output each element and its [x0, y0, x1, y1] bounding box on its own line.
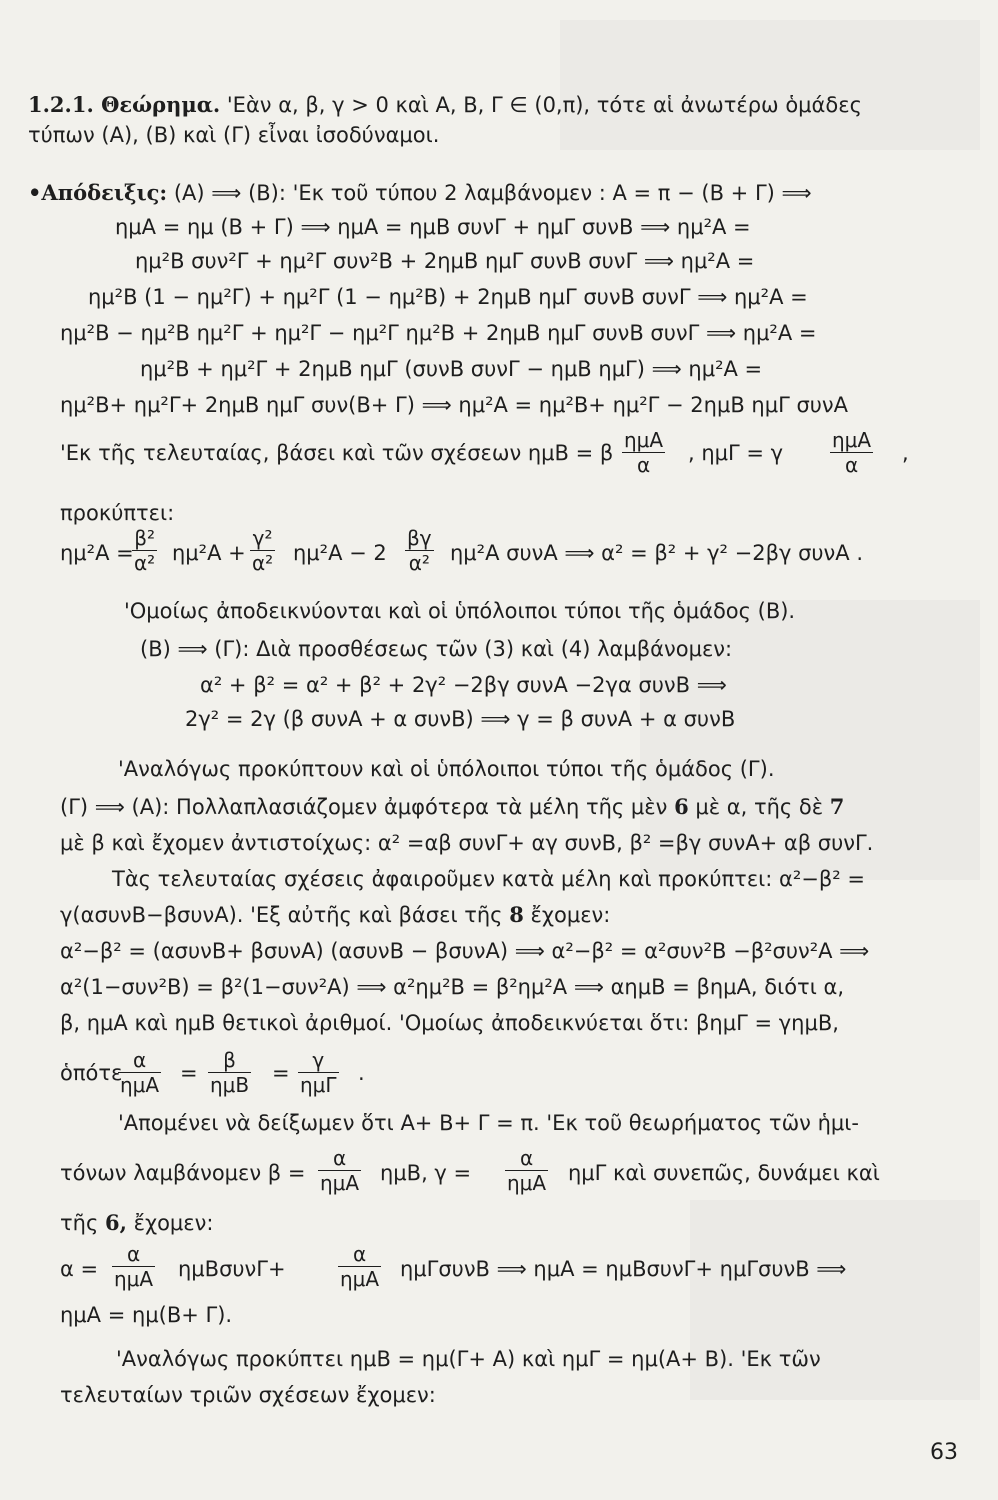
derivation-text: ἔχομεν: [530, 903, 611, 927]
fraction-denominator: α [636, 453, 651, 477]
equation-ref-6: 6 [674, 794, 689, 819]
proof-line-10c: ημ²Α − 2 [293, 541, 387, 565]
fraction-b2-over-a2 [132, 526, 157, 575]
fraction-numerator: ημΑ [832, 428, 872, 452]
proof-line-14: 2γ² = 2γ (β συνΑ + α συνΒ) ⟹ γ = β συνΑ + α συνΒ [185, 707, 736, 731]
proof-line-1 [28, 180, 812, 206]
proof-line-27b: ημΒσυνΓ+ [178, 1257, 286, 1281]
fraction-denominator: ημΑ [507, 1171, 547, 1195]
fraction-denominator: ημΑ [114, 1267, 154, 1291]
fraction-numerator: α [118, 1048, 161, 1073]
theorem-statement: 'Εὰν α, β, γ > 0 καὶ Α, Β, Γ ∈ (0,π), τότε αἱ ἀνωτέρω ὁμάδες [226, 93, 862, 117]
fraction-denominator: ημΑ [320, 1171, 360, 1195]
fraction-denominator: ημΑ [120, 1073, 160, 1097]
proof-line-7: ημ²Β+ ημ²Γ+ 2ημΒ ημΓ συν(Β+ Γ) ⟹ ημ²Α = ημ²Β+ ημ²Γ − 2ημΒ ημΓ συνΑ [60, 393, 849, 417]
proof-line-20: α²−β² = (ασυνΒ+ βσυνΑ) (ασυνΒ − βσυνΑ) ⟹ α²−β² = α²συν²Β −β²συν²Α ⟹ [60, 939, 870, 963]
proof-label: •Απόδειξις: [28, 180, 168, 205]
page-number: 63 [930, 1440, 958, 1465]
proof-line-3: ημ²Β συν²Γ + ημ²Γ συν²Β + 2ημΒ ημΓ συνΒ συνΓ ⟹ ημ²Α = [135, 249, 755, 273]
proof-line-23a: ὁπότε [60, 1061, 123, 1085]
fraction-a-over-sinA [505, 1146, 548, 1195]
fraction-denominator: α² [252, 551, 274, 575]
proof-line-9: προκύπτει: [60, 501, 175, 525]
proof-line-21: α²(1−συν²Β) = β²(1−συν²Α) ⟹ α²ημ²Β = β²ημ²Α ⟹ αημΒ = βημΑ, διότι α, [60, 975, 844, 999]
proof-line-26 [60, 1210, 213, 1236]
proof-line-6: ημ²Β + ημ²Γ + 2ημΒ ημΓ (συνΒ συνΓ − ημΒ ημΓ) ⟹ ημ²Α = [140, 357, 763, 381]
proof-line-8 [60, 440, 613, 466]
multiply-text: μὲ α, τῆς δὲ [695, 795, 824, 819]
multiply-text: (Γ) ⟹ (Α): Πολλαπλασιάζομεν ἀμφότερα τὰ μέλη τῆς μὲν [60, 795, 668, 819]
equals-sign: = [180, 1061, 198, 1085]
proof-line-8b: , ημΓ = γ [688, 441, 784, 465]
fraction-numerator: γ² [250, 526, 275, 551]
fraction-numerator: ημΑ [624, 428, 664, 452]
equation-ref-6: 6, [104, 1210, 127, 1235]
proof-text: (Α) ⟹ (Β): 'Εκ τοῦ τύπου 2 λαμβάνομεν : Α = π − (Β + Γ) ⟹ [173, 181, 812, 205]
proof-line-28: ημΑ = ημ(Β+ Γ). [60, 1303, 233, 1327]
fraction-sinA-over-a [830, 428, 873, 477]
proof-line-24: 'Απομένει νὰ δείξωμεν ὅτι Α+ Β+ Γ = π. 'Εκ τοῦ θεωρήματος τῶν ἡμι- [118, 1111, 859, 1135]
fraction-numerator: β² [132, 526, 157, 551]
bleed-through-shadow [560, 20, 980, 150]
proof-line-22: β, ημΑ καὶ ημΒ θετικοὶ ἀριθμοί. 'Ομοίως ἀποδεικνύεται ὅτι: βημΓ = γημΒ, [60, 1011, 839, 1035]
proof-line-16 [60, 794, 844, 820]
fraction-numerator: α [112, 1242, 155, 1267]
fraction-numerator: βγ [407, 526, 432, 550]
relation-text: 'Εκ τῆς τελευταίας, βάσει καὶ τῶν σχέσεων ημΒ = β [60, 441, 614, 465]
fraction-c-over-sinC [298, 1048, 339, 1097]
proof-line-8c: , [902, 441, 909, 465]
fraction-a-over-sinA [338, 1242, 381, 1291]
proof-line-13: α² + β² = α² + β² + 2γ² −2βγ συνΑ −2γα συνΒ ⟹ [200, 673, 727, 697]
fraction-denominator: ημΑ [340, 1267, 380, 1291]
fraction-b-over-sinB [208, 1048, 251, 1097]
fraction-a-over-sinA [118, 1048, 161, 1097]
equals-sign: = [272, 1061, 290, 1085]
proof-line-17: μὲ β καὶ ἔχομεν ἀντιστοίχως: α² =αβ συνΓ+ αγ συνΒ, β² =βγ συνΑ+ αβ συνΓ. [60, 831, 874, 855]
fraction-a-over-sinA [318, 1146, 361, 1195]
fraction-denominator: α² [134, 551, 156, 575]
fraction-denominator: ημΒ [210, 1073, 250, 1097]
proof-line-25c: ημΓ καὶ συνεπῶς, δυνάμει καὶ [568, 1161, 880, 1185]
proof-line-25a: τόνων λαμβάνομεν β = [60, 1161, 306, 1185]
fraction-numerator: α [505, 1146, 548, 1171]
proof-line-4: ημ²Β (1 − ημ²Γ) + ημ²Γ (1 − ημ²Β) + 2ημΒ ημΓ συνΒ συνΓ ⟹ ημ²Α = [88, 285, 808, 309]
proof-line-11: 'Ομοίως ἀποδεικνύονται καὶ οἱ ὑπόλοιποι τύποι τῆς ὁμάδος (Β). [124, 599, 796, 623]
proof-line-27c: ημΓσυνΒ ⟹ ημΑ = ημΒσυνΓ+ ημΓσυνΒ ⟹ [400, 1257, 847, 1281]
proof-line-25b: ημΒ, γ = [380, 1161, 472, 1185]
theorem-line-2: τύπων (Α), (Β) καὶ (Γ) εἶναι ἰσοδύναμοι. [28, 123, 440, 147]
proof-line-10d: ημ²Α συνΑ ⟹ α² = β² + γ² −2βγ συνΑ . [450, 541, 864, 565]
proof-line-2: ημΑ = ημ (Β + Γ) ⟹ ημΑ = ημΒ συνΓ + ημΓ συνΒ ⟹ ημ²Α = [115, 215, 751, 239]
fraction-numerator: α [338, 1242, 381, 1267]
proof-line-5: ημ²Β − ημ²Β ημ²Γ + ημ²Γ − ημ²Γ ημ²Β + 2ημΒ ημΓ συνΒ συνΓ ⟹ ημ²Α = [60, 321, 817, 345]
proof-line-18: Τὰς τελευταίας σχέσεις ἀφαιροῦμεν κατὰ μέλη καὶ προκύπτει: α²−β² = [112, 867, 865, 891]
fraction-numerator: β [208, 1048, 251, 1073]
equation-ref-7: 7 [829, 794, 845, 819]
fraction-denominator: α [844, 453, 859, 477]
fraction-bc-over-a2 [405, 526, 434, 575]
fraction-denominator: α² [408, 551, 430, 575]
proof-line-12: (Β) ⟹ (Γ): Διὰ προσθέσεως τῶν (3) καὶ (4) λαμβάνομεν: [140, 637, 733, 661]
proof-line-29: 'Αναλόγως προκύπτει ημΒ = ημ(Γ+ Α) καὶ ημΓ = ημ(Α+ Β). 'Εκ τῶν [116, 1347, 821, 1371]
derivation-text: γ(ασυνΒ−βσυνΑ). 'Εξ αὐτῆς καὶ βάσει τῆς [60, 903, 503, 927]
theorem-line-1 [28, 92, 862, 118]
fraction-a-over-sinA [112, 1242, 155, 1291]
reference-text: ἔχομεν: [133, 1211, 214, 1235]
proof-line-15: 'Αναλόγως προκύπτουν καὶ οἱ ὑπόλοιποι τύποι τῆς ὁμάδος (Γ). [118, 757, 775, 781]
proof-line-10a: ημ²Α = [60, 541, 134, 565]
period: . [358, 1061, 365, 1085]
proof-line-10b: ημ²Α + [172, 541, 246, 565]
fraction-c2-over-a2 [250, 526, 275, 575]
equation-ref-8: 8 [509, 902, 524, 927]
proof-line-27a: α = [60, 1257, 99, 1281]
fraction-sinA-over-a [622, 428, 665, 477]
reference-text: τῆς [60, 1211, 99, 1235]
proof-line-30: τελευταίων τριῶν σχέσεων ἔχομεν: [60, 1383, 436, 1407]
fraction-numerator: α [318, 1146, 361, 1171]
proof-line-19 [60, 902, 610, 928]
fraction-numerator: γ [298, 1048, 339, 1073]
theorem-label: 1.2.1. Θεώρημα. [28, 92, 221, 117]
fraction-denominator: ημΓ [300, 1073, 337, 1097]
